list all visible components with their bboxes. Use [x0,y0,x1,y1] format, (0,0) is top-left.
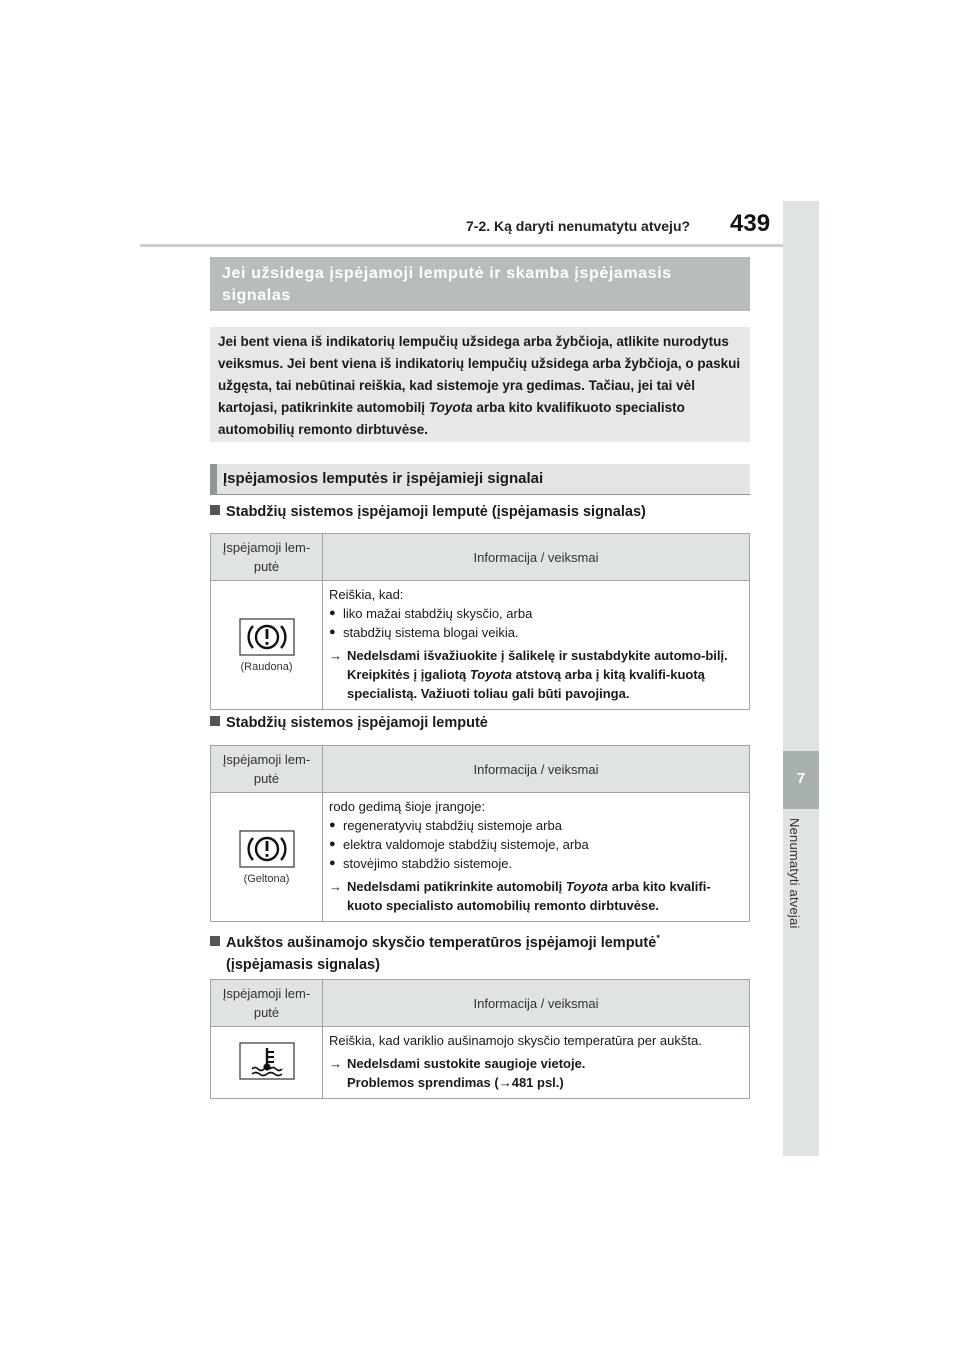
lamp-cell [211,793,323,922]
block-heading [210,504,646,520]
info-bullet: ● liko mažai stabdžių skysčio, arba [329,604,743,623]
header-rule [140,244,784,247]
info-bullet: ● stabdžių sistema blogai veikia. [329,623,743,642]
info-intro: Reiškia, kad variklio aušinamojo skysčio temperatūra per aukšta. [329,1033,702,1048]
table-header-info: Informacija / veiksmai [323,534,750,581]
block-heading-text: Stabdžių sistemos įspėjamoji lemputė (įspėjamasis signalas) [226,504,646,520]
action-text-a: Nedelsdami patikrinkite automobilį [347,879,563,894]
chapter-label: Nenumatyti atvejai [787,818,802,929]
chapter-side-tab [783,201,819,1156]
info-cell [323,581,750,710]
arrow-icon: → [329,1056,342,1071]
block-heading-text: Aukštos aušinamojo skysčio temperatūros įspėjamoji lemputė [226,934,657,951]
brand-name: Toyota [565,879,609,894]
intro-paragraph [218,331,746,441]
lamp-color-label: (Geltona) [243,872,290,885]
coolant-temperature-icon [239,1042,295,1080]
lamp-color-label: (Raudona) [240,660,293,673]
table-header-info: Informacija / veiksmai [323,746,750,793]
info-intro: Reiškia, kad: [329,587,404,602]
action-text-b: Problemos sprendimas (→481 psl.) [347,1075,564,1090]
arrow-icon: → [329,879,342,894]
info-cell [323,793,750,922]
brand-name: Toyota [469,667,512,682]
brake-warning-icon [239,830,295,868]
lamp-cell [211,1027,323,1099]
brake-warning-icon [239,618,295,656]
info-intro: rodo gedimą šioje įrangoje: [329,799,486,814]
square-bullet-icon [210,936,220,946]
table-header-lamp: Įspėjamoji lem-putė [211,980,323,1027]
section-heading: Įspėjamosios lemputės ir įspėjamieji signalai [223,470,544,487]
action-instruction [329,1054,743,1092]
arrow-icon: → [329,648,342,663]
info-bullet: ● stovėjimo stabdžio sistemoje. [329,854,743,873]
page-number: 439 [730,210,771,237]
intro-text-a: Jei bent viena iš indikatorių lempučių užsidega arba žybčioja, atlikite nurodytus veiksmus. Jei bent viena iš indikatorių lempučių užsidega arba žybčioja, o paskui užgęsta, tai nebūtinai reiškia, kad sistemoje yra gedimas. Tačiau, jei tai vėl kartojasi, patikrinkite automobilį [218,334,741,415]
section-heading-rule [210,494,750,495]
chapter-number: 7 [796,770,806,787]
table-header-lamp: Įspėjamoji lem-putė [211,534,323,581]
page-title: Jei užsidega įspėjamoji lemputė ir skamba įspėjamasis signalas [222,265,672,304]
block-heading [210,927,660,976]
action-text-b: atstovą arba į kitą kvalifi-kuotą specialistą. Važiuoti toliau gali būti pavojinga. [347,667,705,701]
lamp-cell [211,581,323,710]
block-heading [210,715,488,731]
warning-table [210,533,750,710]
action-instruction [329,877,743,915]
table-header-info: Informacija / veiksmai [323,980,750,1027]
action-text-b: arba kito kvalifi-kuoto specialisto automobilių remonto dirbtuvėse. [347,879,711,913]
action-text-a: Nedelsdami išvažiuokite į šalikelę ir sustabdykite automo-bilį. Kreipkitės į įgaliotą [347,648,728,682]
intro-text-b: arba kito kvalifikuoto specialisto automobilių remonto dirbtuvėse. [218,400,685,437]
section-title: 7-2. Ką daryti nenumatytu atveju? [466,218,691,234]
warning-table [210,745,750,922]
info-bullet: ● elektra valdomoje stabdžių sistemoje, arba [329,835,743,854]
warning-table [210,979,750,1099]
table-header-lamp: Įspėjamoji lem-putė [211,746,323,793]
square-bullet-icon [210,505,220,515]
section-heading-bar [210,464,217,494]
brand-name: Toyota [428,400,473,415]
action-text-a: Nedelsdami sustokite saugioje vietoje. [347,1056,586,1071]
block-heading-text-2: (įspėjamasis signalas) [226,956,380,973]
info-cell [323,1027,750,1099]
info-bullet: ● regeneratyvių stabdžių sistemoje arba [329,816,743,835]
action-instruction [329,646,743,703]
square-bullet-icon [210,716,220,726]
footnote-mark: * [656,933,660,943]
block-heading-text: Stabdžių sistemos įspėjamoji lemputė [226,715,488,731]
